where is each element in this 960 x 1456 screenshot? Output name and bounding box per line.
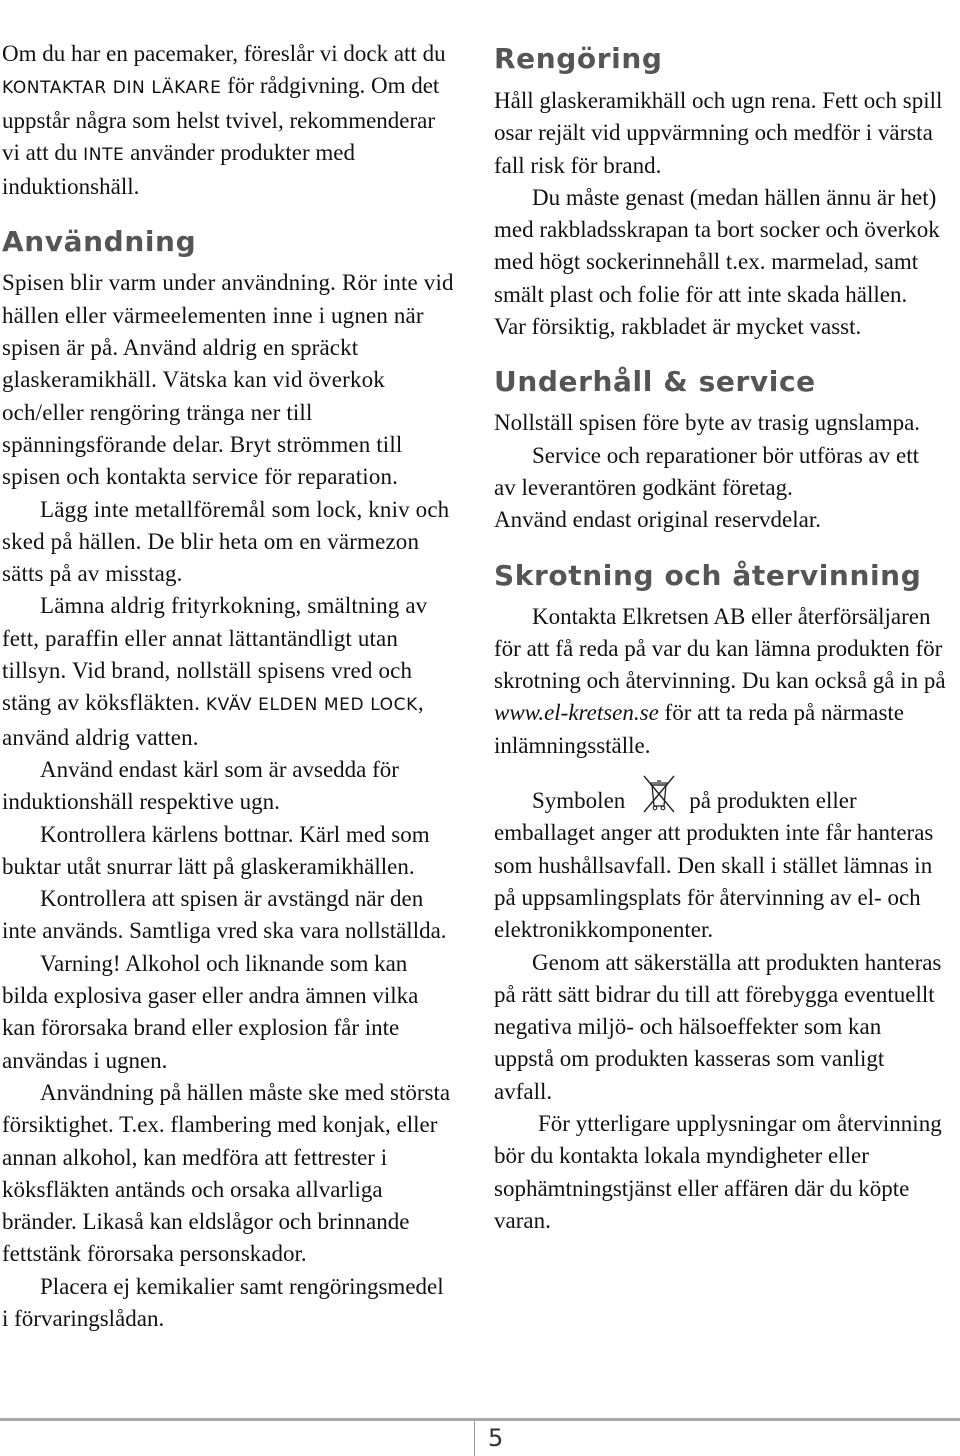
symbol-text: Symbolen [532, 788, 626, 814]
intro-text-1: Om du har en pacemaker, föreslår vi dock att du [2, 41, 446, 66]
recycle-text-a: Kontakta Elkretsen AB eller återförsäljaren för att få reda på var du kan lämna produkten för skrotning och återvinning. Du kan också gå in på [494, 603, 946, 694]
elkretsen-website-link[interactable]: www.el-kretsen.se [494, 700, 659, 726]
p3-text-b: , använd aldrig vatten. [2, 690, 424, 750]
heading-cleaning: Rengöring [494, 42, 663, 75]
service-paragraph-1: Nollställ spisen före byte av trasig ugnslampa. [494, 410, 921, 436]
contact-doctor-emphasis: KONTAKTAR DIN LÄKARE [2, 78, 222, 99]
intro-text-2: för rådgivning. Om det uppstår några som helst tvivel, rekommenderar vi att du [2, 73, 440, 165]
crossed-out-wheelie-bin-icon [641, 774, 677, 814]
usage-paragraph-3 [2, 590, 454, 753]
smother-fire-emphasis: KVÄV ELDEN MED LOCK [205, 695, 418, 716]
cleaning-paragraph-3: Var försiktig, rakbladet är mycket vasst. [494, 314, 862, 340]
usage-paragraph-9: Placera ej kemikalier samt rengöringsmedel i förvaringslådan. [2, 1273, 444, 1331]
recycle-text-b: för att ta reda på närmaste inlämningsställe. [494, 700, 905, 758]
usage-paragraph-7: Varning! Alkohol och liknande som kan bilda explosiva gaser eller andra ämnen vilka kan förorsaka brand eller explosion får inte användas i ugnen. [2, 950, 419, 1073]
usage-paragraph-6: Kontrollera att spisen är avstängd när den inte används. Samtliga vred ska vara nollställda. [2, 886, 447, 944]
usage-paragraph-8: Användning på hällen måste ske med största försiktighet. T.ex. flambering med konjak, eller annan alkohol, kan medföra att fettrester i köksfläkten antänds och orsaka allvarliga bränder. Likaså kan eldslågor och brinnande fettstänk förorsaka personskador. [2, 1079, 451, 1267]
intro-text-3: använder produkter med induktionshäll. [2, 139, 355, 200]
usage-paragraph-5: Kontrollera kärlens bottnar. Kärl med som buktar utåt snurrar lätt på glaskeramikhällen. [2, 821, 430, 879]
footer-column-rule [474, 1421, 475, 1456]
pacemaker-notice [2, 38, 454, 203]
cleaning-paragraph-1: Håll glaskeramikhäll och ugn rena. Fett och spill osar rejält vid uppvärmning och medför i värsta fall risk för brand. [494, 88, 943, 178]
recycling-paragraph-3: Genom att säkerställa att produkten hanteras på rätt sätt bidrar du till att förebygga eventuellt negativa miljö- och hälsoeffekter som kan uppstå om produkten kasseras som vanligt avfall. [494, 949, 942, 1104]
service-paragraph-3: Använd endast original reservdelar. [494, 507, 821, 533]
not-emphasis: INTE [83, 144, 125, 165]
heading-usage: Användning [2, 225, 197, 259]
usage-paragraph-1: Spisen blir varm under användning. Rör inte vid hällen eller värmeelementen inne i ugnen när spisen är på. Använd aldrig en spräckt glaskeramikhäll. Vätska kan vid överkok och/eller rengöring tränga ner till spänningsförande delar. Bryt strömmen till spisen och kontakta service för reparation. [2, 270, 454, 490]
usage-paragraph-2: Lägg inte metallföremål som lock, kniv och sked på hällen. De blir heta om en värmezon sätts på av misstag. [2, 496, 450, 587]
recycling-paragraph-2 [494, 774, 946, 946]
left-column [2, 38, 454, 1335]
right-column [494, 38, 946, 1237]
symbol-explanation: på produkten eller emballaget anger att produkten inte får hanteras som hushållsavfall. Den skall i stället lämnas in på uppsamlingsplats för återvinning av el- och elektronikkomponenter. [494, 788, 934, 943]
cleaning-paragraph-2: Du måste genast (medan hällen ännu är het) med rakbladsskrapan ta bort socker och överkok med högt sockerinnehåll t.ex. marmelad, samt smält plast och folie för att inte skada hällen. [494, 184, 940, 307]
usage-paragraph-4: Använd endast kärl som är avsedda för induktionshäll respektive ugn. [2, 756, 399, 815]
recycling-paragraph-4: För ytterligare upplysningar om återvinning bör du kontakta lokala myndigheter eller sophämtningstjänst eller affären där du köpte varan. [494, 1111, 942, 1233]
service-paragraph-2: Service och reparationer bör utföras av ett av leverantören godkänt företag. [494, 442, 919, 500]
recycling-paragraph-1 [494, 601, 946, 762]
footer-divider [0, 1418, 960, 1421]
page-number: 5 [488, 1424, 504, 1452]
heading-disposal-recycling: Skrotning och återvinning [494, 558, 922, 592]
p3-text-a: Lämna aldrig frityrkokning, smältning av fett, paraffin eller annat lättantändligt utan tillsyn. Vid brand, nollställ spisens vred och stäng av köksfläkten. [2, 593, 428, 716]
heading-maintenance-service: Underhåll & service [494, 365, 816, 399]
